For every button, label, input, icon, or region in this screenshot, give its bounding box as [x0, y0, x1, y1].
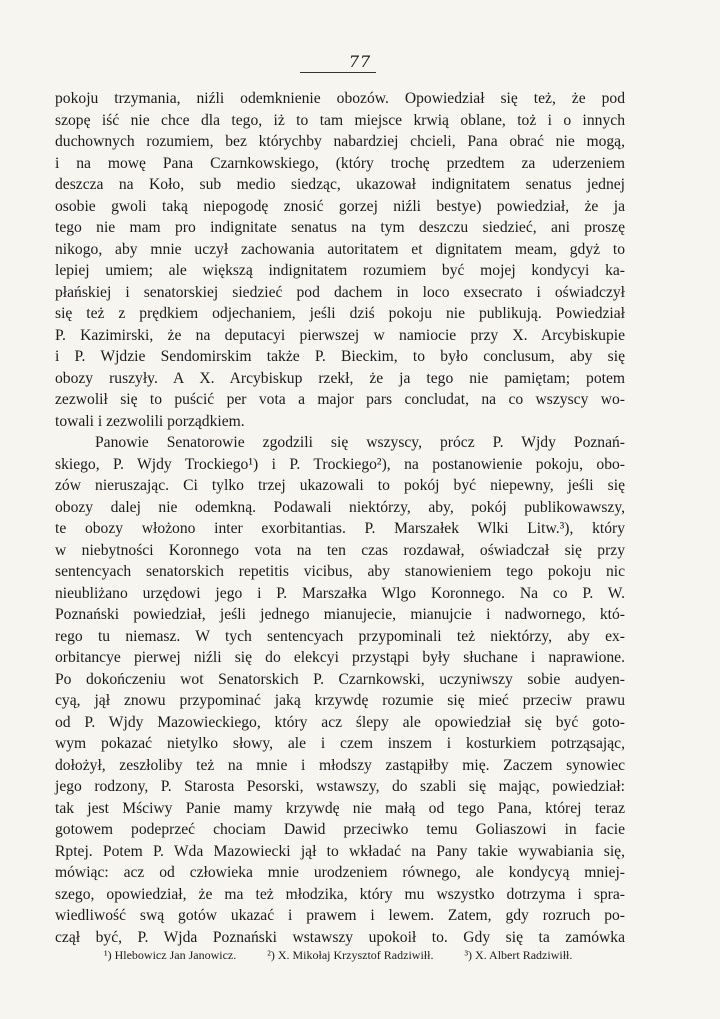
text-line: nieubliżano urzędowi jego i P. Marszałka Wlgo Koronnego. Na co P. W.: [55, 584, 625, 602]
text-line: nikogo, aby mnie uczył zachowania autoritatem et dignitatem meam, gdyż to: [55, 240, 625, 258]
text-line: pokoju trzymania, niźli odemknienie obozów. Opowiedział się też, że pod: [55, 90, 625, 107]
page-number-rule: [300, 72, 376, 73]
text-line: wiedliwość swą gotów ukazać i prawem i lewem. Zatem, gdy rozruch po-: [55, 907, 625, 924]
text-line: się też z prędkiem odjechaniem, jeśli dziś pokoju nie publikują. Powiedział: [55, 305, 625, 322]
text-line: lepiej umiem; ale większą indignitatem rozumiem być mojej kondycyi ka-: [55, 262, 625, 279]
text-line: obozy dalej nie odemkną. Podawali niektórzy, aby, pokój publikowawszy,: [55, 498, 625, 516]
text-line: towali i zezwolili porządkiem.: [55, 412, 245, 430]
text-line: od P. Wjdy Mazowieckiego, który acz ślepy ale opowiedział się być goto-: [55, 713, 625, 731]
text-line: Panowie Senatorowie zgodzili się wszyscy, prócz P. Wjdy Poznań-: [95, 434, 625, 451]
text-line: w niebytności Koronnego vota na ten czas rozdawał, oświadczał się przy: [55, 541, 625, 559]
text-line: gotowem podeprzeć chociam Dawid przeciwko temu Goliaszowi in facie: [55, 821, 625, 838]
text-line: Rptej. Potem P. Wda Mazowiecki jął to wkładać na Pany takie wywabiania się,: [55, 842, 625, 860]
text-line: sentencyach senatorskich repetitis vicibus, aby stanowieniem tego pokoju nic: [55, 563, 625, 580]
text-line: skiego, P. Wjdy Trockiego¹) i P. Trockiego²), na postanowienie pokoju, obo-: [55, 455, 625, 473]
text-line: tego nie mam pro indignitate senatus na tym deszczu siedzieć, ani proszę: [55, 219, 625, 236]
text-line: mówiąc: acz od człowieka mnie urodzeniem równego, ale kondycyą mniej-: [55, 864, 625, 881]
footnote: ²) X. Mikołaj Krzysztof Radziwiłł.: [267, 948, 434, 962]
text-line: zów nieruszając. Ci tylko trzej ukazowali to pokój być niepewny, jeśli się: [55, 477, 625, 494]
footnote: ¹) Hlebowicz Jan Janowicz.: [104, 948, 237, 962]
body-text: [55, 88, 625, 948]
text-line: duchownych rozumiem, bez którychby nabardziej chcieli, Pana obrać nie mogą,: [55, 133, 625, 150]
footnotes: [104, 948, 664, 963]
text-line: wym pokazać nietylko słowy, ale i czem inszem i kosturkiem potrząsając,: [55, 735, 625, 752]
text-line: Po dokończeniu wot Senatorskich P. Czarnkowski, uczyniwszy sobie audyen-: [55, 670, 625, 688]
page-number: 77: [348, 52, 372, 71]
text-line: P. Kazimirski, że na deputacyi pierwszej w namiocie przy X. Arcybiskupie: [55, 326, 625, 344]
text-line: dołożył, zeszłoliby też na mnie i młodszy zastąpiłby mię. Zaczem synowiec: [55, 756, 625, 774]
text-line: i na mowę Pana Czarnkowskiego, (który trochę przedtem za uderzeniem: [55, 154, 625, 172]
text-line: orbitancye pierwej niźli się do elekcyi przystąpi były słuchane i naprawione.: [55, 649, 625, 666]
text-line: tak jest Mściwy Panie mamy krzywdę nie małą od tego Pana, której teraz: [55, 799, 625, 817]
text-line: osobie gwoli taką niepogodę znosić gorzej niźli bestye) powiedział, że ja: [55, 197, 625, 215]
text-line: jego rodzony, P. Starosta Pesorski, wstawszy, do szabli się mając, powiedział:: [55, 778, 625, 795]
text-line: czął być, P. Wjda Poznański wstawszy upokoił to. Gdy się ta zamówka: [55, 928, 625, 946]
text-line: zezwolił się to puścić per vota a major pars concludat, na co wszyscy wo-: [55, 391, 625, 408]
text-line: płańskiej i senatorskiej siedzieć pod dachem in loco exsecrato i oświadczył: [55, 283, 625, 301]
text-line: i P. Wjdzie Sendomirskim także P. Bieckim, to było conclusum, aby się: [55, 348, 625, 365]
text-line: szopę iść nie chce dla tego, iż to tam miejsce krwią oblane, toż i o innych: [55, 111, 625, 129]
text-line: rego tu niemasz. W tych sentencyach przypominali też niektórzy, aby ex-: [55, 627, 625, 645]
text-line: deszcza na Koło, sub medio siedząc, ukazował indignitatem senatus jednej: [55, 176, 625, 193]
text-line: te obozy włożono inter exorbitantias. P. Marszałek Wlki Litw.³), który: [55, 520, 625, 537]
text-line: cyą, jął znowu przypominać jaką krzywdę rozumie się mieć przeciw prawu: [55, 692, 625, 709]
text-line: szego, opowiedział, że ma też młodzika, który mu wszystko dotrzyma i spra-: [55, 885, 625, 903]
text-line: obozy ruszyły. A X. Arcybiskup rzekł, że ja tego nie pamiętam; potem: [55, 369, 625, 387]
text-line: Poznański powiedział, jeśli jednego mianujecie, mianujcie i nadwornego, któ-: [55, 606, 625, 623]
footnote: ³) X. Albert Radziwiłł.: [464, 948, 573, 962]
